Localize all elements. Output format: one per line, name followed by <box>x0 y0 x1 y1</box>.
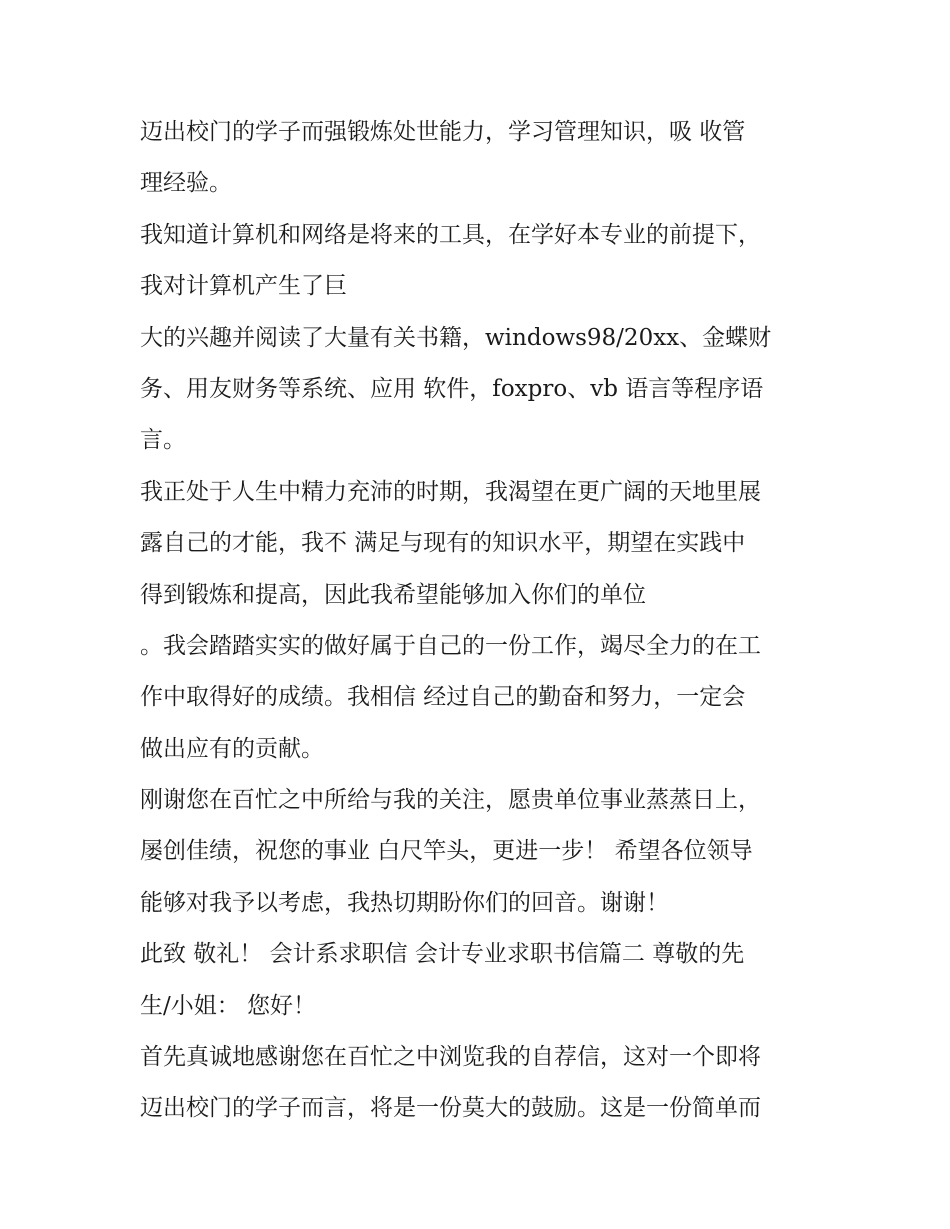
text-line: 首先真诚地感谢您在百忙之中浏览我的自荐信，这对一个即将 <box>140 1044 761 1071</box>
text-line: 大的兴趣并阅读了大量有关书籍，windows98/20xx、金蝶财 <box>140 324 772 351</box>
text-line: 能够对我予以考虑，我热切期盼你们的回音。谢谢！ <box>140 889 669 916</box>
text-line: 我对计算机产生了巨 <box>140 273 347 300</box>
text-line: 我正处于人生中精力充沛的时期，我渴望在更广阔的天地里展 <box>140 478 761 505</box>
text-line: 做出应有的贡献。 <box>140 735 324 762</box>
text-line: 刚谢您在百忙之中所给与我的关注，愿贵单位事业蒸蒸日上， <box>140 787 761 814</box>
text-line: 屡创佳绩，祝您的事业 白尺竿头，更进一步！ 希望各位领导 <box>140 838 753 865</box>
text-line: 得到锻炼和提高，因此我希望能够加入你们的单位 <box>140 581 646 608</box>
text-line: 我知道计算机和网络是将来的工具，在学好本专业的前提下， <box>140 221 761 248</box>
text-line: 生/小姐： 您好！ <box>140 992 317 1019</box>
text-line: 言。 <box>140 427 186 454</box>
text-line: 此致 敬礼！ 会计系求职信 会计专业求职书信篇二 尊敬的先 <box>140 941 745 968</box>
text-line: 作中取得好的成绩。我相信 经过自己的勤奋和努力，一定会 <box>140 684 746 711</box>
text-line: 迈出校门的学子而言，将是一份莫大的鼓励。这是一份简单而 <box>140 1095 761 1122</box>
text-line: 迈出校门的学子而强锻炼处世能力，学习管理知识，吸 收管 <box>140 119 746 145</box>
document-body <box>140 107 820 1135</box>
text-line: 。我会踏踏实实的做好属于自己的一份工作，竭尽全力的在工 <box>140 632 761 659</box>
text-line: 露自己的才能，我不 满足与现有的知识水平，期望在实践中 <box>140 530 746 557</box>
text-line: 理经验。 <box>140 170 232 197</box>
text-line: 务、用友财务等系统、应用 软件，foxpro、vb 语言等程序语 <box>140 375 764 402</box>
